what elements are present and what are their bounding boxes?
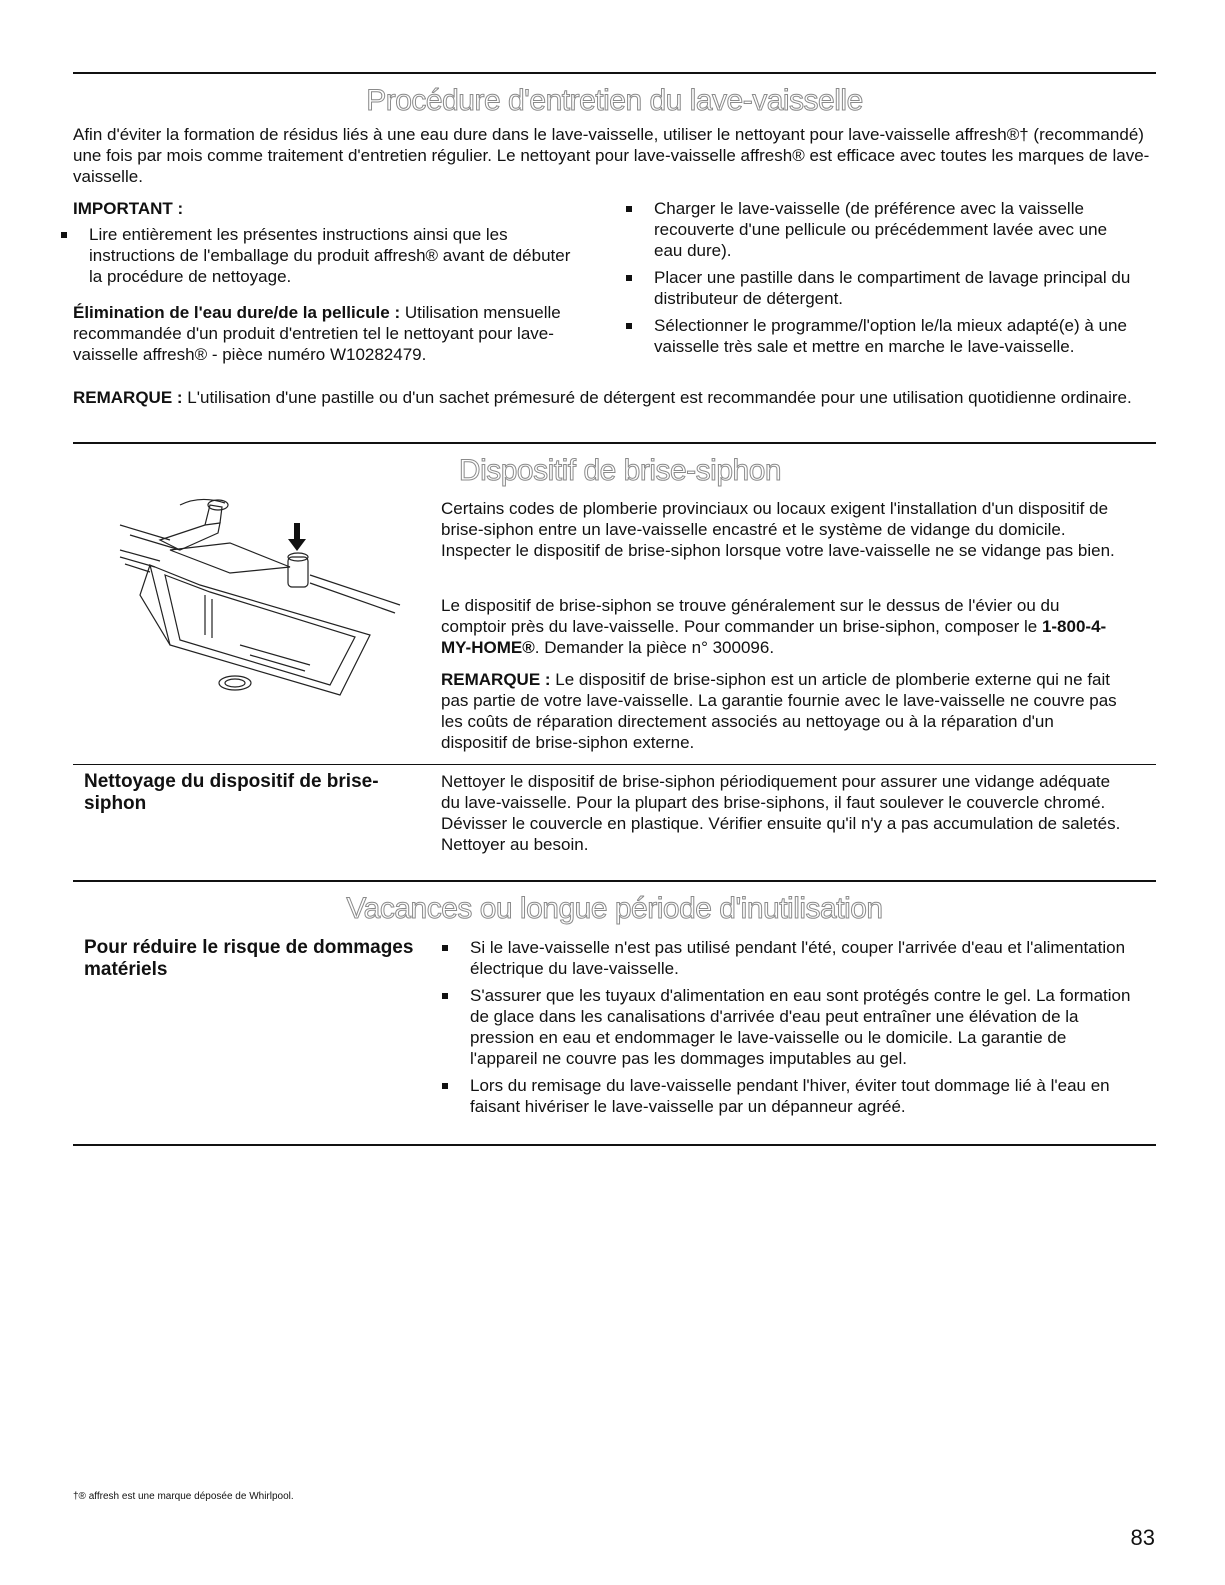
footnote: †® affresh est une marque déposée de Whirlpool. xyxy=(73,1491,294,1502)
air-gap-illustration xyxy=(110,495,410,715)
vacation-rule xyxy=(73,880,1156,882)
list-item: Si le lave-vaisselle n'est pas utilisé pendant l'été, couper l'arrivée d'eau et l'alimentation électrique du lave-vaisselle. xyxy=(436,937,1136,979)
airgap-paragraph-2 xyxy=(441,595,1121,658)
page-number: 83 xyxy=(1130,1525,1155,1550)
hardwater-paragraph xyxy=(73,302,573,365)
airgap-title: Dispositif de brise-siphon xyxy=(458,454,782,487)
airgap-note-label: REMARQUE : xyxy=(441,670,551,689)
maintenance-title: Procédure d'entretien du lave-vaisselle xyxy=(366,84,863,117)
hardwater-text: Utilisation mensuelle recommandée d'un produit d'entretien tel le nettoyant pour lave-vaisselle affresh® - pièce numéro W10282479. xyxy=(73,303,561,364)
note-label: REMARQUE : xyxy=(73,388,183,407)
maintenance-note xyxy=(73,387,1156,408)
airgap-note xyxy=(441,669,1121,753)
phone-number: 1-800-4-MY-HOME® xyxy=(441,617,1107,657)
list-item: Charger le lave-vaisselle (de préférence avec la vaisselle recouverte d'une pellicule ou précédemment lavée avec une eau dure). xyxy=(620,198,1140,261)
hardwater-label: Élimination de l'eau dure/de la pellicule : xyxy=(73,303,401,322)
list-item: Sélectionner le programme/l'option le/la mieux adapté(e) à une vaisselle très sale et mettre en marche le lave-vaisselle. xyxy=(620,315,1140,357)
list-item: S'assurer que les tuyaux d'alimentation en eau sont protégés contre le gel. La formation de glace dans les canalisations d'arrivée d'eau peut entraîner une élévation de la pression en eau et endommager le lave-vaisselle ou le domicile. La garantie de l'appareil ne couvre pas les dommages imputables au gel. xyxy=(436,985,1136,1069)
vacation-title: Vacances ou longue période d'inutilisation xyxy=(346,892,883,925)
list-item: Lire entièrement les présentes instructions ainsi que les instructions de l'emballage du produit affresh® avant de débuter la procédure de nettoyage. xyxy=(55,224,575,287)
airgap-rule xyxy=(73,442,1156,444)
maintenance-intro: Afin d'éviter la formation de résidus liés à une eau dure dans le lave-vaisselle, utiliser le nettoyant pour lave-vaisselle affresh®† (recommandé) une fois par mois comme traitement d'entretien régulier. Le nettoyant pour lave-vaisselle affresh® est efficace avec toutes les marques de lave-vaisselle. xyxy=(73,125,1150,186)
vacation-heading: Pour réduire le risque de dommages matériels xyxy=(84,937,414,980)
list-item: Placer une pastille dans le compartiment de lavage principal du distributeur de détergent. xyxy=(620,267,1140,309)
list-item: Lors du remisage du lave-vaisselle pendant l'hiver, éviter tout dommage lié à l'eau en faisant hivériser le lave-vaisselle par un dépanneur agréé. xyxy=(436,1075,1136,1117)
procedure-bullets xyxy=(620,198,1140,363)
cleaning-text: Nettoyer le dispositif de brise-siphon périodiquement pour assurer une vidange adéquate du lave-vaisselle. Pour la plupart des brise-siphons, il faut soulever le couvercle chromé. Dévisser le couvercle en plastique. Vérifier ensuite qu'il n'y a pas accumulation de saletés. Nettoyer au besoin. xyxy=(441,772,1121,854)
vacation-bullets xyxy=(436,937,1136,1123)
important-label: IMPORTANT : xyxy=(73,199,184,218)
airgap-paragraph-1: Certains codes de plomberie provinciaux ou locaux exigent l'installation d'un dispositif de brise-siphon entre un lave-vaisselle encastré et le système de vidange du domicile. Inspecter le dispositif de brise-siphon lorsque votre lave-vaisselle ne se vidange pas bien. xyxy=(441,499,1115,560)
top-rule xyxy=(73,72,1156,74)
important-bullets xyxy=(55,224,575,293)
cleaning-heading: Nettoyage du dispositif de brise-siphon xyxy=(84,771,379,814)
bottom-rule xyxy=(73,1144,1156,1146)
airgap-note-text: Le dispositif de brise-siphon est un article de plomberie externe qui ne fait pas partie de votre lave-vaisselle. La garantie fournie avec le lave-vaisselle ne couvre pas les coûts de réparation directement associés au nettoyage ou à la réparation d'un dispositif de brise-siphon externe. xyxy=(441,670,1117,752)
airgap-part-text: . Demander la pièce n° 300096. xyxy=(534,638,775,657)
airgap-order-text: Le dispositif de brise-siphon se trouve généralement sur le dessus de l'évier ou du comptoir près du lave-vaisselle. Pour commander un brise-siphon, composer le xyxy=(441,596,1060,636)
note-text: L'utilisation d'une pastille ou d'un sachet prémesuré de détergent est recommandée pour une utilisation quotidienne ordinaire. xyxy=(182,388,1132,407)
cleaning-rule xyxy=(73,764,1156,765)
